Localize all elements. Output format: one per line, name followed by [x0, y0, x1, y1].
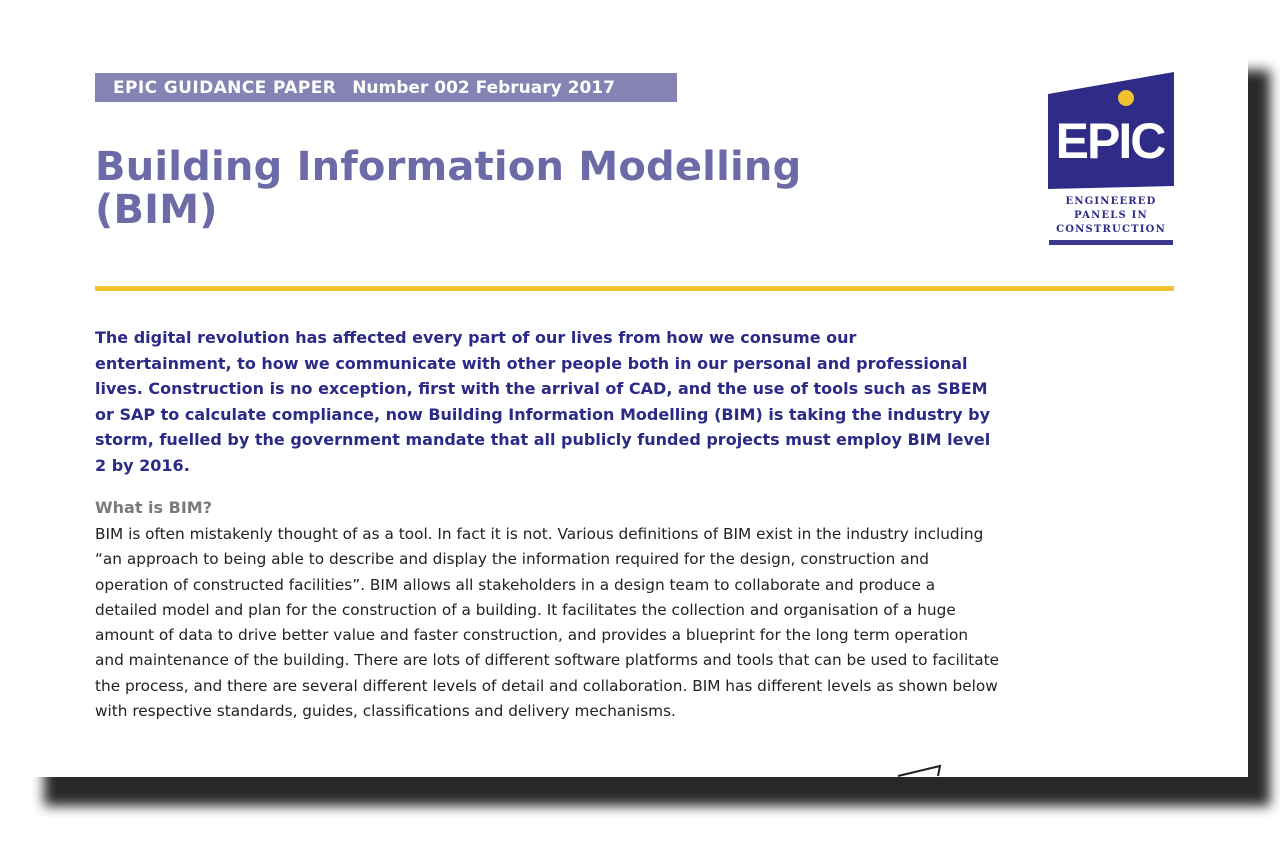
- divider-rule: [95, 286, 1174, 291]
- body-paragraph: BIM is often mistakenly thought of as a tool. In fact it is not. Various definitions of BIM exist in the industry including “an approach to being able to describe and display the information required for the design, construction and operation of constructed facilities”. BIM allows all stakeholders in a design team to collaborate and produce a detailed model and plan for the construction of a building. It facilitates the collection and organisation of a huge amount of data to drive better value and faster construction, and provides a blueprint for the long term operation and maintenance of the building. There are lots of different software platforms and tools that can be used to facilitate the process, and there are several different levels of detail and collaboration. BIM has different levels as shown below with respective standards, guides, classifications and delivery mechanisms.: [95, 525, 1000, 721]
- title-line-2: (BIM): [95, 187, 218, 233]
- logo-caption-line-1: ENGINEERED: [1065, 196, 1157, 207]
- logo-caption-line-3: CONSTRUCTION: [1056, 224, 1166, 235]
- logo-wordmark: EPIC: [1055, 113, 1165, 169]
- issue-label: Number 002 February 2017: [352, 77, 615, 98]
- logo-caption: [1048, 195, 1174, 237]
- intro-paragraph: The digital revolution has affected every part of our lives from how we consume our entertainment, to how we communicate with other people both in our personal and professional lives. Construction is no exception, first with the arrival of CAD, and the use of tools such as SBEM or SAP to calculate compliance, now Building Information Modelling (BIM) is taking the industry by storm, fuelled by the government mandate that all publicly funded projects must employ BIM level 2 by 2016.: [95, 328, 991, 475]
- epic-logo: [1048, 72, 1174, 248]
- epic-logo-mark: [1048, 72, 1174, 192]
- section-heading: What is BIM?: [95, 498, 212, 517]
- logo-dot-icon: [1118, 90, 1134, 106]
- series-label: EPIC GUIDANCE PAPER: [113, 77, 337, 98]
- logo-underline: [1049, 240, 1173, 245]
- page-title: [95, 146, 855, 232]
- document-page: [22, 32, 1248, 777]
- guidance-paper-band: [95, 73, 677, 102]
- title-line-1: Building Information Modelling: [95, 144, 802, 190]
- cropped-diagram-edge: [878, 760, 958, 777]
- logo-caption-line-2: PANELS IN: [1074, 210, 1148, 221]
